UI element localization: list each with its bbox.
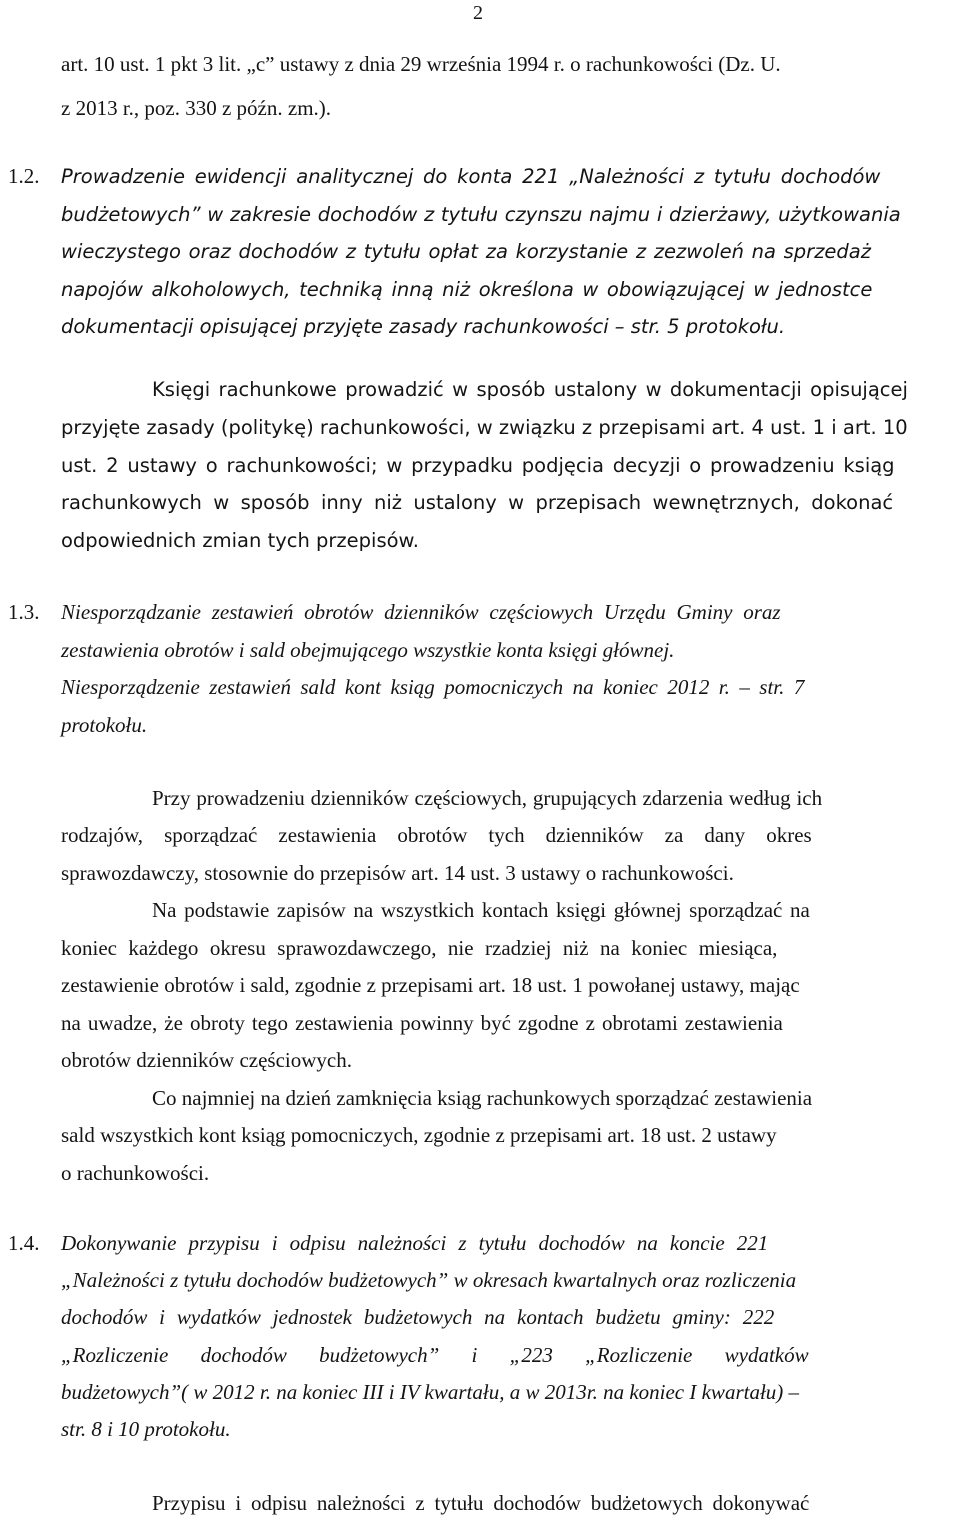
paragraph-line: rachunkowych w sposób inny niż ustalony w przepisach wewnętrznych, dokonać xyxy=(61,491,894,514)
section-title-line: „Rozliczenie dochodów budżetowych” i „223 „Rozliczenie wydatków xyxy=(61,1343,809,1367)
section-title-line: Niesporządzanie zestawień obrotów dzienników częściowych Urzędu Gminy oraz xyxy=(61,600,781,624)
text-line: z 2013 r., poz. 330 z późn. zm.). xyxy=(61,96,332,120)
text-line: art. 10 ust. 1 pkt 3 lit. „c” ustawy z dnia 29 września 1994 r. o rachunkowości (Dz. U. xyxy=(61,52,781,76)
section-title-line: budżetowych”( w 2012 r. na koniec III i IV kwartału, a w 2013r. na koniec I kwartału) – xyxy=(61,1380,800,1404)
section-title-line: budżetowych” w zakresie dochodów z tytułu czynszu najmu i dzierżawy, użytkowania xyxy=(61,203,901,226)
paragraph-line: ust. 2 ustawy o rachunkowości; w przypadku podjęcia decyzji o prowadzeniu ksiąg xyxy=(61,454,895,477)
paragraph-line: na uwadze, że obroty tego zestawienia powinny być zgodne z obrotami zestawienia xyxy=(61,1011,783,1035)
section-title-line: Prowadzenie ewidencji analitycznej do konta 221 „Należności z tytułu dochodów xyxy=(61,165,881,188)
paragraph-line: o rachunkowości. xyxy=(61,1161,210,1185)
paragraph-line: Księgi rachunkowe prowadzić w sposób ustalony w dokumentacji opisującej xyxy=(152,378,908,401)
paragraph-line: rodzajów, sporządzać zestawienia obrotów tych dzienników za dany okres xyxy=(61,823,812,847)
paragraph-line: sald wszystkich kont ksiąg pomocniczych, zgodnie z przepisami art. 18 ust. 2 ustawy xyxy=(61,1123,777,1147)
section-title-line: str. 8 i 10 protokołu. xyxy=(61,1417,231,1441)
section-number: 1.4. xyxy=(8,1231,40,1255)
section-title-line: Dokonywanie przypisu i odpisu należności z tytułu dochodów na koncie 221 xyxy=(61,1231,769,1255)
section-title-line: protokołu. xyxy=(61,713,148,737)
paragraph-line: przyjęte zasady (politykę) rachunkowości, w związku z przepisami art. 4 ust. 1 i art. 10 xyxy=(61,416,908,439)
paragraph-line: odpowiednich zmian tych przepisów. xyxy=(61,529,419,552)
page-number: 2 xyxy=(473,2,483,24)
paragraph-line: Co najmniej na dzień zamknięcia ksiąg rachunkowych sporządzać zestawienia xyxy=(152,1086,813,1110)
paragraph-line: koniec każdego okresu sprawozdawczego, nie rzadziej niż na koniec miesiąca, xyxy=(61,936,778,960)
paragraph-line: Przy prowadzeniu dzienników częściowych, grupujących zdarzenia według ich xyxy=(152,786,823,810)
paragraph-line: Na podstawie zapisów na wszystkich kontach księgi głównej sporządzać na xyxy=(152,898,810,922)
section-title-line: „Należności z tytułu dochodów budżetowych” w okresach kwartalnych oraz rozliczenia xyxy=(61,1268,797,1292)
section-title-line: wieczystego oraz dochodów z tytułu opłat za korzystanie z zezwoleń na sprzedaż xyxy=(61,240,871,263)
section-title-line: dokumentacji opisującej przyjęte zasady rachunkowości – str. 5 protokołu. xyxy=(61,315,786,338)
section-title-line: zestawienia obrotów i sald obejmującego wszystkie konta księgi głównej. xyxy=(61,638,675,662)
section-title-line: dochodów i wydatków jednostek budżetowych na kontach budżetu gminy: 222 xyxy=(61,1305,775,1329)
paragraph-line: obrotów dzienników częściowych. xyxy=(61,1048,352,1072)
section-title-line: Niesporządzenie zestawień sald kont ksiąg pomocniczych na koniec 2012 r. – str. 7 xyxy=(61,675,805,699)
paragraph-line: Przypisu i odpisu należności z tytułu dochodów budżetowych dokonywać xyxy=(152,1491,810,1515)
paragraph-line: zestawienie obrotów i sald, zgodnie z przepisami art. 18 ust. 1 powołanej ustawy, mając xyxy=(61,973,800,997)
section-number: 1.2. xyxy=(8,164,40,188)
section-title-line: napojów alkoholowych, techniką inną niż określona w obowiązującej w jednostce xyxy=(61,278,873,301)
section-number: 1.3. xyxy=(8,600,40,624)
paragraph-line: sprawozdawczy, stosownie do przepisów art. 14 ust. 3 ustawy o rachunkowości. xyxy=(61,861,734,885)
